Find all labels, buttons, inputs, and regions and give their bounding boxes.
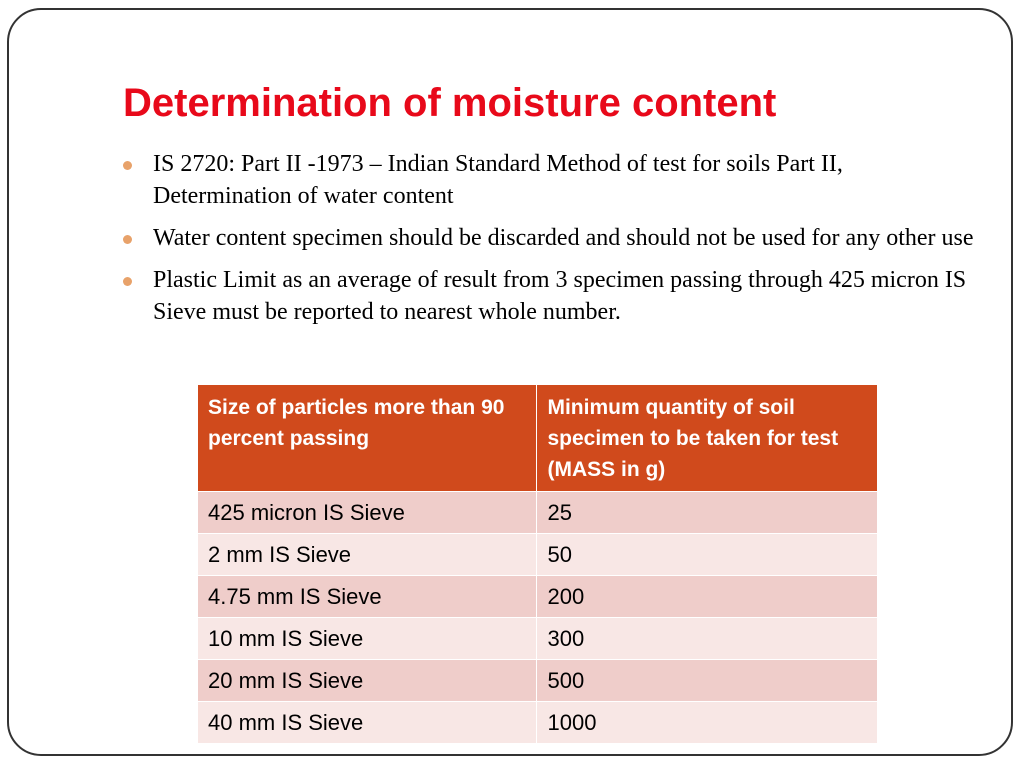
bullet-text: Water content specimen should be discarded and should not be used for any other use (153, 225, 974, 251)
header-minimum-mass: Minimum quantity of soil specimen to be taken for test (MASS in g) (537, 385, 878, 492)
bullet-item (121, 264, 981, 328)
table-row (198, 702, 878, 744)
sieve-size-cell: 10 mm IS Sieve (198, 618, 537, 660)
mass-cell: 25 (537, 492, 878, 534)
sieve-size-cell: 4.75 mm IS Sieve (198, 576, 537, 618)
bullet-dot-icon (123, 235, 132, 244)
table-header-row (198, 385, 878, 492)
sieve-size-cell: 20 mm IS Sieve (198, 660, 537, 702)
mass-cell: 300 (537, 618, 878, 660)
bullet-item (121, 222, 981, 254)
bullet-list (121, 148, 981, 338)
sieve-size-cell: 425 micron IS Sieve (198, 492, 537, 534)
mass-cell: 1000 (537, 702, 878, 744)
mass-cell: 50 (537, 534, 878, 576)
bullet-text: IS 2720: Part II -1973 – Indian Standard Method of test for soils Part II, Determination of water content (153, 151, 843, 209)
bullet-text: Plastic Limit as an average of result from 3 specimen passing through 425 micron IS Sieve must be reported to nearest whole number. (153, 267, 967, 325)
bullet-item (121, 148, 981, 212)
table-row (198, 660, 878, 702)
mass-cell: 500 (537, 660, 878, 702)
table-row (198, 618, 878, 660)
header-particle-size: Size of particles more than 90 percent passing (198, 385, 537, 492)
sieve-size-cell: 2 mm IS Sieve (198, 534, 537, 576)
sieve-mass-table (197, 384, 878, 744)
table-row (198, 492, 878, 534)
bullet-dot-icon (123, 161, 132, 170)
slide-title: Determination of moisture content (123, 81, 777, 125)
table-row (198, 576, 878, 618)
mass-cell: 200 (537, 576, 878, 618)
bullet-dot-icon (123, 277, 132, 286)
table-row (198, 534, 878, 576)
sieve-size-cell: 40 mm IS Sieve (198, 702, 537, 744)
